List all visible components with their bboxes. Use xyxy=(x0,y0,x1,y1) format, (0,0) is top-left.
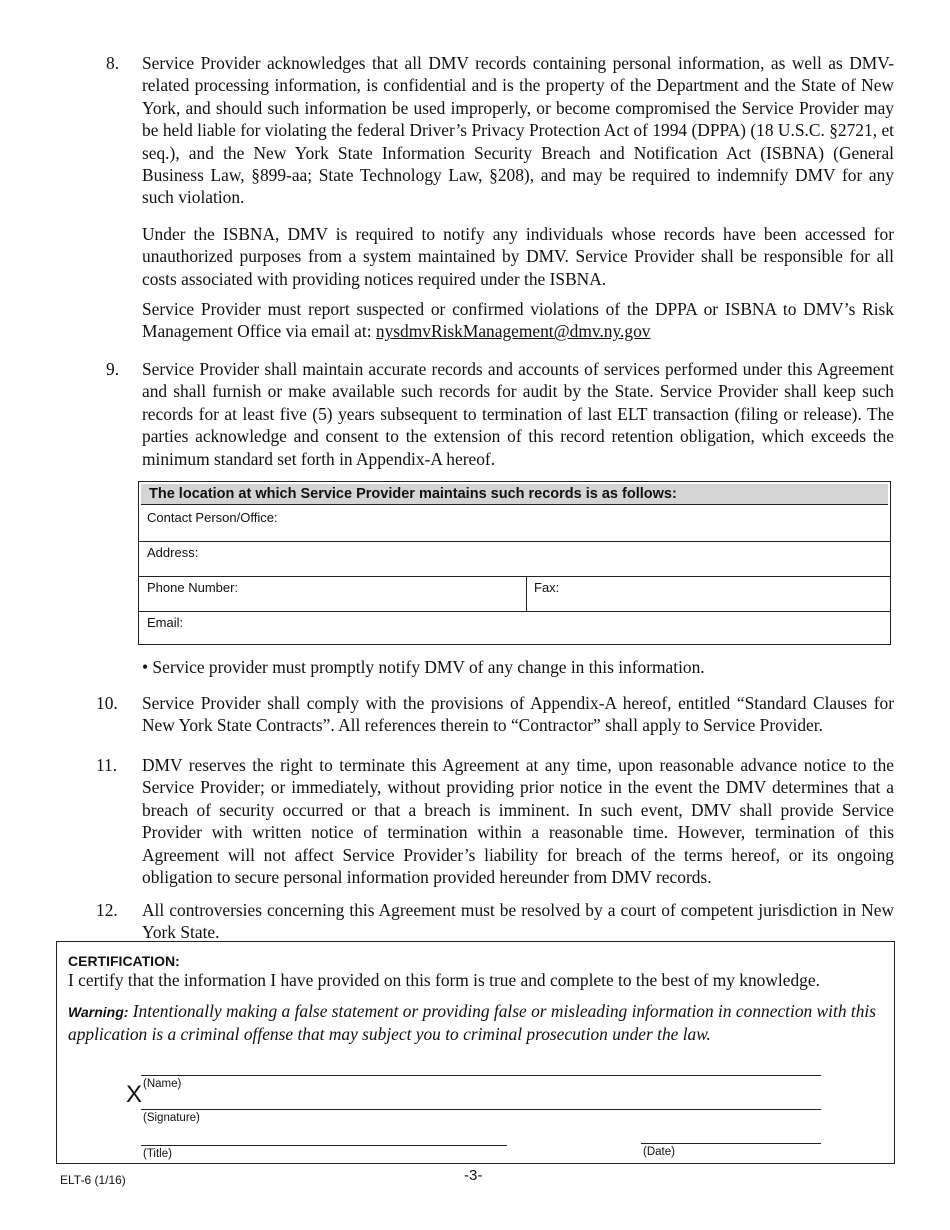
certification-box xyxy=(56,941,895,1164)
records-location-heading: The location at which Service Provider maintains such records is as follows: xyxy=(141,484,888,505)
certification-title: CERTIFICATION: xyxy=(68,953,180,969)
column-divider xyxy=(526,576,527,611)
clause-number: 9. xyxy=(106,359,120,379)
clause-11-text: DMV reserves the right to terminate this Agreement at any time, upon reasonable advance notice to the Service Provider; or immediately, without providing prior notice in the event the DMV determines that a breach of security occurred or that a breach is imminent. In such event, DMV shall provide Service Provider with written notice of termination within a reasonable time. However, termination of this Agreement will not affect Service Provider’s liability for breach of the terms hereof, or its ongoing obligation to secure personal information provided hereunder from DMV records. xyxy=(142,755,894,888)
form-code: ELT-6 (1/16) xyxy=(60,1173,126,1187)
clause-8-paragraph-3 xyxy=(142,298,894,343)
report-instruction: Service Provider must report suspected or confirmed violations of the DPPA or ISBNA to DMV’s Risk Management Office via email at: xyxy=(142,299,894,342)
phone-number-label[interactable]: Phone Number: xyxy=(147,580,239,595)
clause-8-paragraph-2: Under the ISBNA, DMV is required to notify any individuals whose records have been accessed for unauthorized purposes from a system maintained by DMV. Service Provider shall be responsible for all costs associated with providing notices required under the ISBNA. xyxy=(142,224,894,289)
contact-person-label: Contact Person/Office: xyxy=(147,510,278,525)
clause-9-text: Service Provider shall maintain accurate records and accounts of services performed under this Agreement and shall furnish or make available such records for audit by the State. Service Provider shall keep such records for at least five (5) years subsequent to termination of last ELT transaction (filing or release). The parties acknowledge and consent to the extension of this record retention obligation, which exceeds the minimum standard set forth in Appendix-A hereof. xyxy=(142,359,894,469)
phone-fax-row xyxy=(139,576,890,612)
clause-10-text: Service Provider shall comply with the provisions of Appendix-A hereof, entitled “Standard Clauses for New York State Contracts”. All references therein to “Contractor” shall apply to Service Provider. xyxy=(142,693,894,736)
name-line[interactable] xyxy=(141,1075,821,1076)
title-label: (Title) xyxy=(143,1148,172,1160)
clause-number: 10. xyxy=(96,693,118,713)
certification-statement: I certify that the information I have provided on this form is true and complete to the best of my knowledge. xyxy=(68,970,820,990)
clause-number: 12. xyxy=(96,900,118,920)
clause-8-paragraph-1: Service Provider acknowledges that all DMV records containing personal information, as well as DMV-related processing information, is confidential and is the property of the Department and the State of New York, and should such information be used improperly, or become compromised the Service Provider may be held liable for violating the federal Driver’s Privacy Protection Act of 1994 (DPPA) (18 U.S.C. §2721, et seq.), and the New York State Information Security Breach and Notification Act (ISBNA) (General Business Law, §899-aa; State Technology Law, §208), and may be required to indemnify DMV for any such violation. xyxy=(142,53,894,208)
warning-text: Intentionally making a false statement or providing false or misleading information in connection with this application is a criminal offense that may subject you to criminal prosecution under the law. xyxy=(68,1001,876,1045)
email-label: Email: xyxy=(147,615,184,630)
warning-label: Warning: xyxy=(68,1004,129,1020)
date-line[interactable] xyxy=(641,1143,821,1144)
contact-person-row[interactable] xyxy=(139,506,890,542)
signature-x-mark: X xyxy=(126,1081,143,1108)
address-row[interactable] xyxy=(139,541,890,577)
clause-number: 11. xyxy=(96,755,118,775)
title-line[interactable] xyxy=(141,1145,507,1146)
clause-12-text: All controversies concerning this Agreement must be resolved by a court of competent jurisdiction in New York State. xyxy=(142,900,894,943)
certification-warning xyxy=(68,1000,883,1046)
signature-line[interactable] xyxy=(141,1109,821,1110)
address-label: Address: xyxy=(147,545,199,560)
clause-number: 8. xyxy=(106,53,120,73)
name-label: (Name) xyxy=(143,1078,182,1090)
risk-management-email-link[interactable]: nysdmvRiskManagement@dmv.ny.gov xyxy=(375,321,651,342)
fax-label[interactable]: Fax: xyxy=(534,580,560,595)
date-label: (Date) xyxy=(643,1146,675,1158)
signature-label: (Signature) xyxy=(143,1112,200,1124)
records-location-table xyxy=(138,481,891,645)
email-row[interactable] xyxy=(139,611,890,644)
update-notice: • Service provider must promptly notify DMV of any change in this information. xyxy=(142,657,705,677)
page-number: -3- xyxy=(464,1167,483,1184)
